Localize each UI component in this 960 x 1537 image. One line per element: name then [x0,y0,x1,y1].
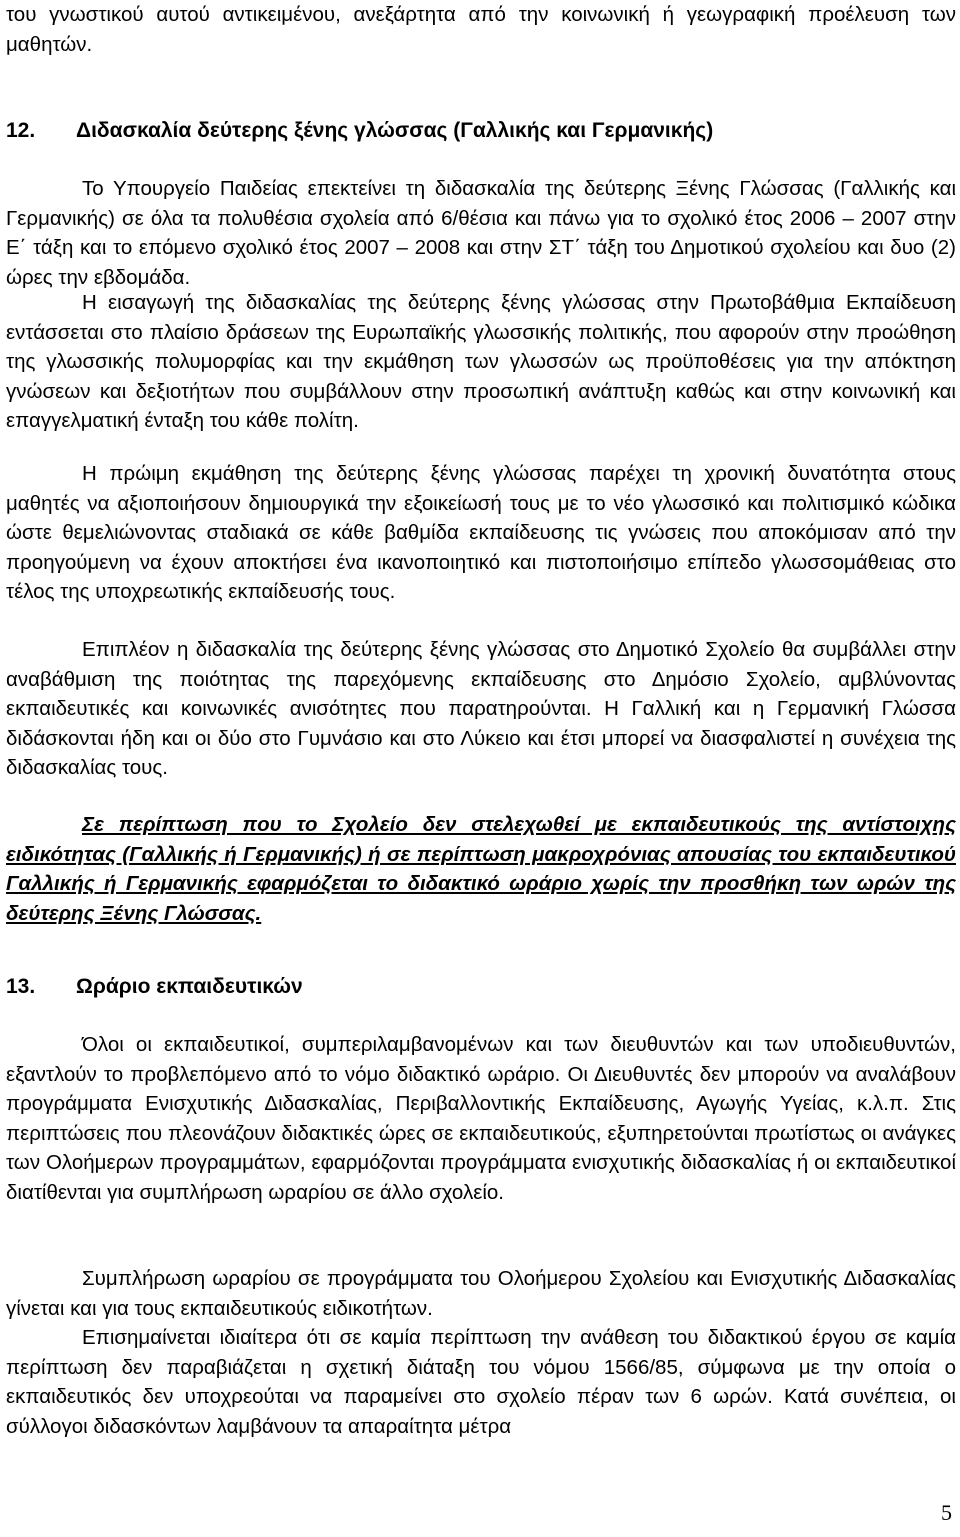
emphasis-text: Σε περίπτωση που το Σχολείο δεν στελεχωθεί με εκπαιδευτικούς της αντίστοιχης ειδικότητας (Γαλλικής ή Γερμανικής) ή σε περίπτωση μακροχρόνιας απουσίας του εκπαιδευτικού Γαλλικής ή Γερμανικής εφαρμόζεται το διδακτικό ωράριο χωρίς την προσθήκη των ωρών της δεύτερης Ξένης Γλώσσας. [6,813,956,925]
section-13-paragraph-2: Συμπλήρωση ωραρίου σε προγράμματα του Ολοήμερου Σχολείου και Ενισχυτικής Διδασκαλίας γίνεται και για τους εκπαιδευτικούς ειδικοτήτων. [6,1267,956,1320]
section-12-heading [6,116,956,146]
section-12-title: Διδασκαλία δεύτερης ξένης γλώσσας (Γαλλικής και Γερμανικής) [76,119,714,142]
section-12-paragraph-4: Επιπλέον η διδασκαλία της δεύτερης ξένης γλώσσας στο Δημοτικό Σχολείο θα συμβάλλει στην αναβάθμιση της ποιότητας της παρεχόμενης εκπαίδευσης στο Δημόσιο Σχολείο, αμβλύνοντας εκπαιδευτικές και κοινωνικές ανισότητες που παρατηρούνται. Η Γαλλική και η Γερμανική Γλώσσα διδάσκονται ήδη και οι δύο στο Γυμνάσιο και στο Λύκειο και έτσι μπορεί να διασφαλιστεί η συνέχεια της διδασκαλίας τους. [6,638,956,779]
page-number: 5 [941,1500,952,1525]
section-13-paragraph-1: Όλοι οι εκπαιδευτικοί, συμπεριλαμβανομένων και των διευθυντών και των υποδιευθυντών, εξαντλούν το προβλεπόμενο από το νόμο διδακτικό ωράριο. Οι Διευθυντές δεν μπορούν να αναλάβουν προγράμματα Ενισχυτικής Διδασκαλίας, Περιβαλλοντικής Εκπαίδευσης, Αγωγής Υγείας, κ.λ.π. Στις περιπτώσεις που πλεονάζουν διδακτικές ώρες σε εκπαιδευτικούς, εξυπηρετούνται πρωτίστως οι ανάγκες των Ολοήμερων προγραμμάτων, εφαρμόζονται προγράμματα ενισχυτικής διδασκαλίας ή οι εκπαιδευτικοί διατίθενται για συμπλήρωση ωραρίου σε άλλο σχολείο. [6,1033,956,1204]
section-13-number: 13. [6,975,36,998]
section-13-title: Ωράριο εκπαιδευτικών [76,975,303,998]
intro-continuation-paragraph: του γνωστικού αυτού αντικειμένου, ανεξάρτητα από την κοινωνική ή γεωγραφική προέλευση των μαθητών. [6,3,956,56]
section-13-paragraph-3: Επισημαίνεται ιδιαίτερα ότι σε καμία περίπτωση την ανάθεση του διδακτικού έργου σε καμία περίπτωση δεν παραβιάζεται η σχετική διάταξη του νόμου 1566/85, σύμφωνα με την οποία ο εκπαιδευτικός δεν υποχρεούται να παραμείνει στο σχολείο πέραν των 6 ωρών. Κατά συνέπεια, οι σύλλογοι διδασκόντων λαμβάνουν τα απαραίτητα μέτρα [6,1326,956,1438]
section-12-paragraph-2: Η εισαγωγή της διδασκαλίας της δεύτερης ξένης γλώσσας στην Πρωτοβάθμια Εκπαίδευση εντάσσεται στο πλαίσιο δράσεων της Ευρωπαϊκής γλωσσικής πολιτικής, που αφορούν στην προώθηση της γλωσσικής πολυμορφίας και την εκμάθηση των γλωσσών ως προϋποθέσεις για την απόκτηση γνώσεων και δεξιοτήτων που συμβάλλουν στην προσωπική ανάπτυξη καθώς και στην κοινωνική και επαγγελματική ένταξη του κάθε πολίτη. [6,291,956,432]
section-13-heading [6,972,956,1002]
section-12-paragraph-1: Το Υπουργείο Παιδείας επεκτείνει τη διδασκαλία της δεύτερης Ξένης Γλώσσας (Γαλλικής και Γερμανικής) σε όλα τα πολυθέσια σχολεία από 6/θέσια και πάνω για το σχολικό έτος 2006 – 2007 στην Ε΄ τάξη και το επόμενο σχολικό έτος 2007 – 2008 και στην ΣΤ΄ τάξη του Δημοτικού σχολείου και δυο (2) ώρες την εβδομάδα. [6,177,956,289]
section-12-paragraph-3: Η πρώιμη εκμάθηση της δεύτερης ξένης γλώσσας παρέχει τη χρονική δυνατότητα στους μαθητές να αξιοποιήσουν δημιουργικά την εξοικείωσή τους με το νέο γλωσσικό και πολιτισμικό κώδικα ώστε θεμελιώνοντας σταδιακά σε κάθε βαθμίδα εκπαίδευσης τις γνώσεις που αποκόμισαν από την προηγούμενη να έχουν αποκτήσει ένα ικανοποιητικό και πιστοποιήσιμο επίπεδο γλωσσομάθειας στο τέλος της υποχρεωτικής εκπαίδευσής τους. [6,462,956,603]
section-12-emphasis-paragraph [6,810,956,928]
section-12-number: 12. [6,119,36,142]
